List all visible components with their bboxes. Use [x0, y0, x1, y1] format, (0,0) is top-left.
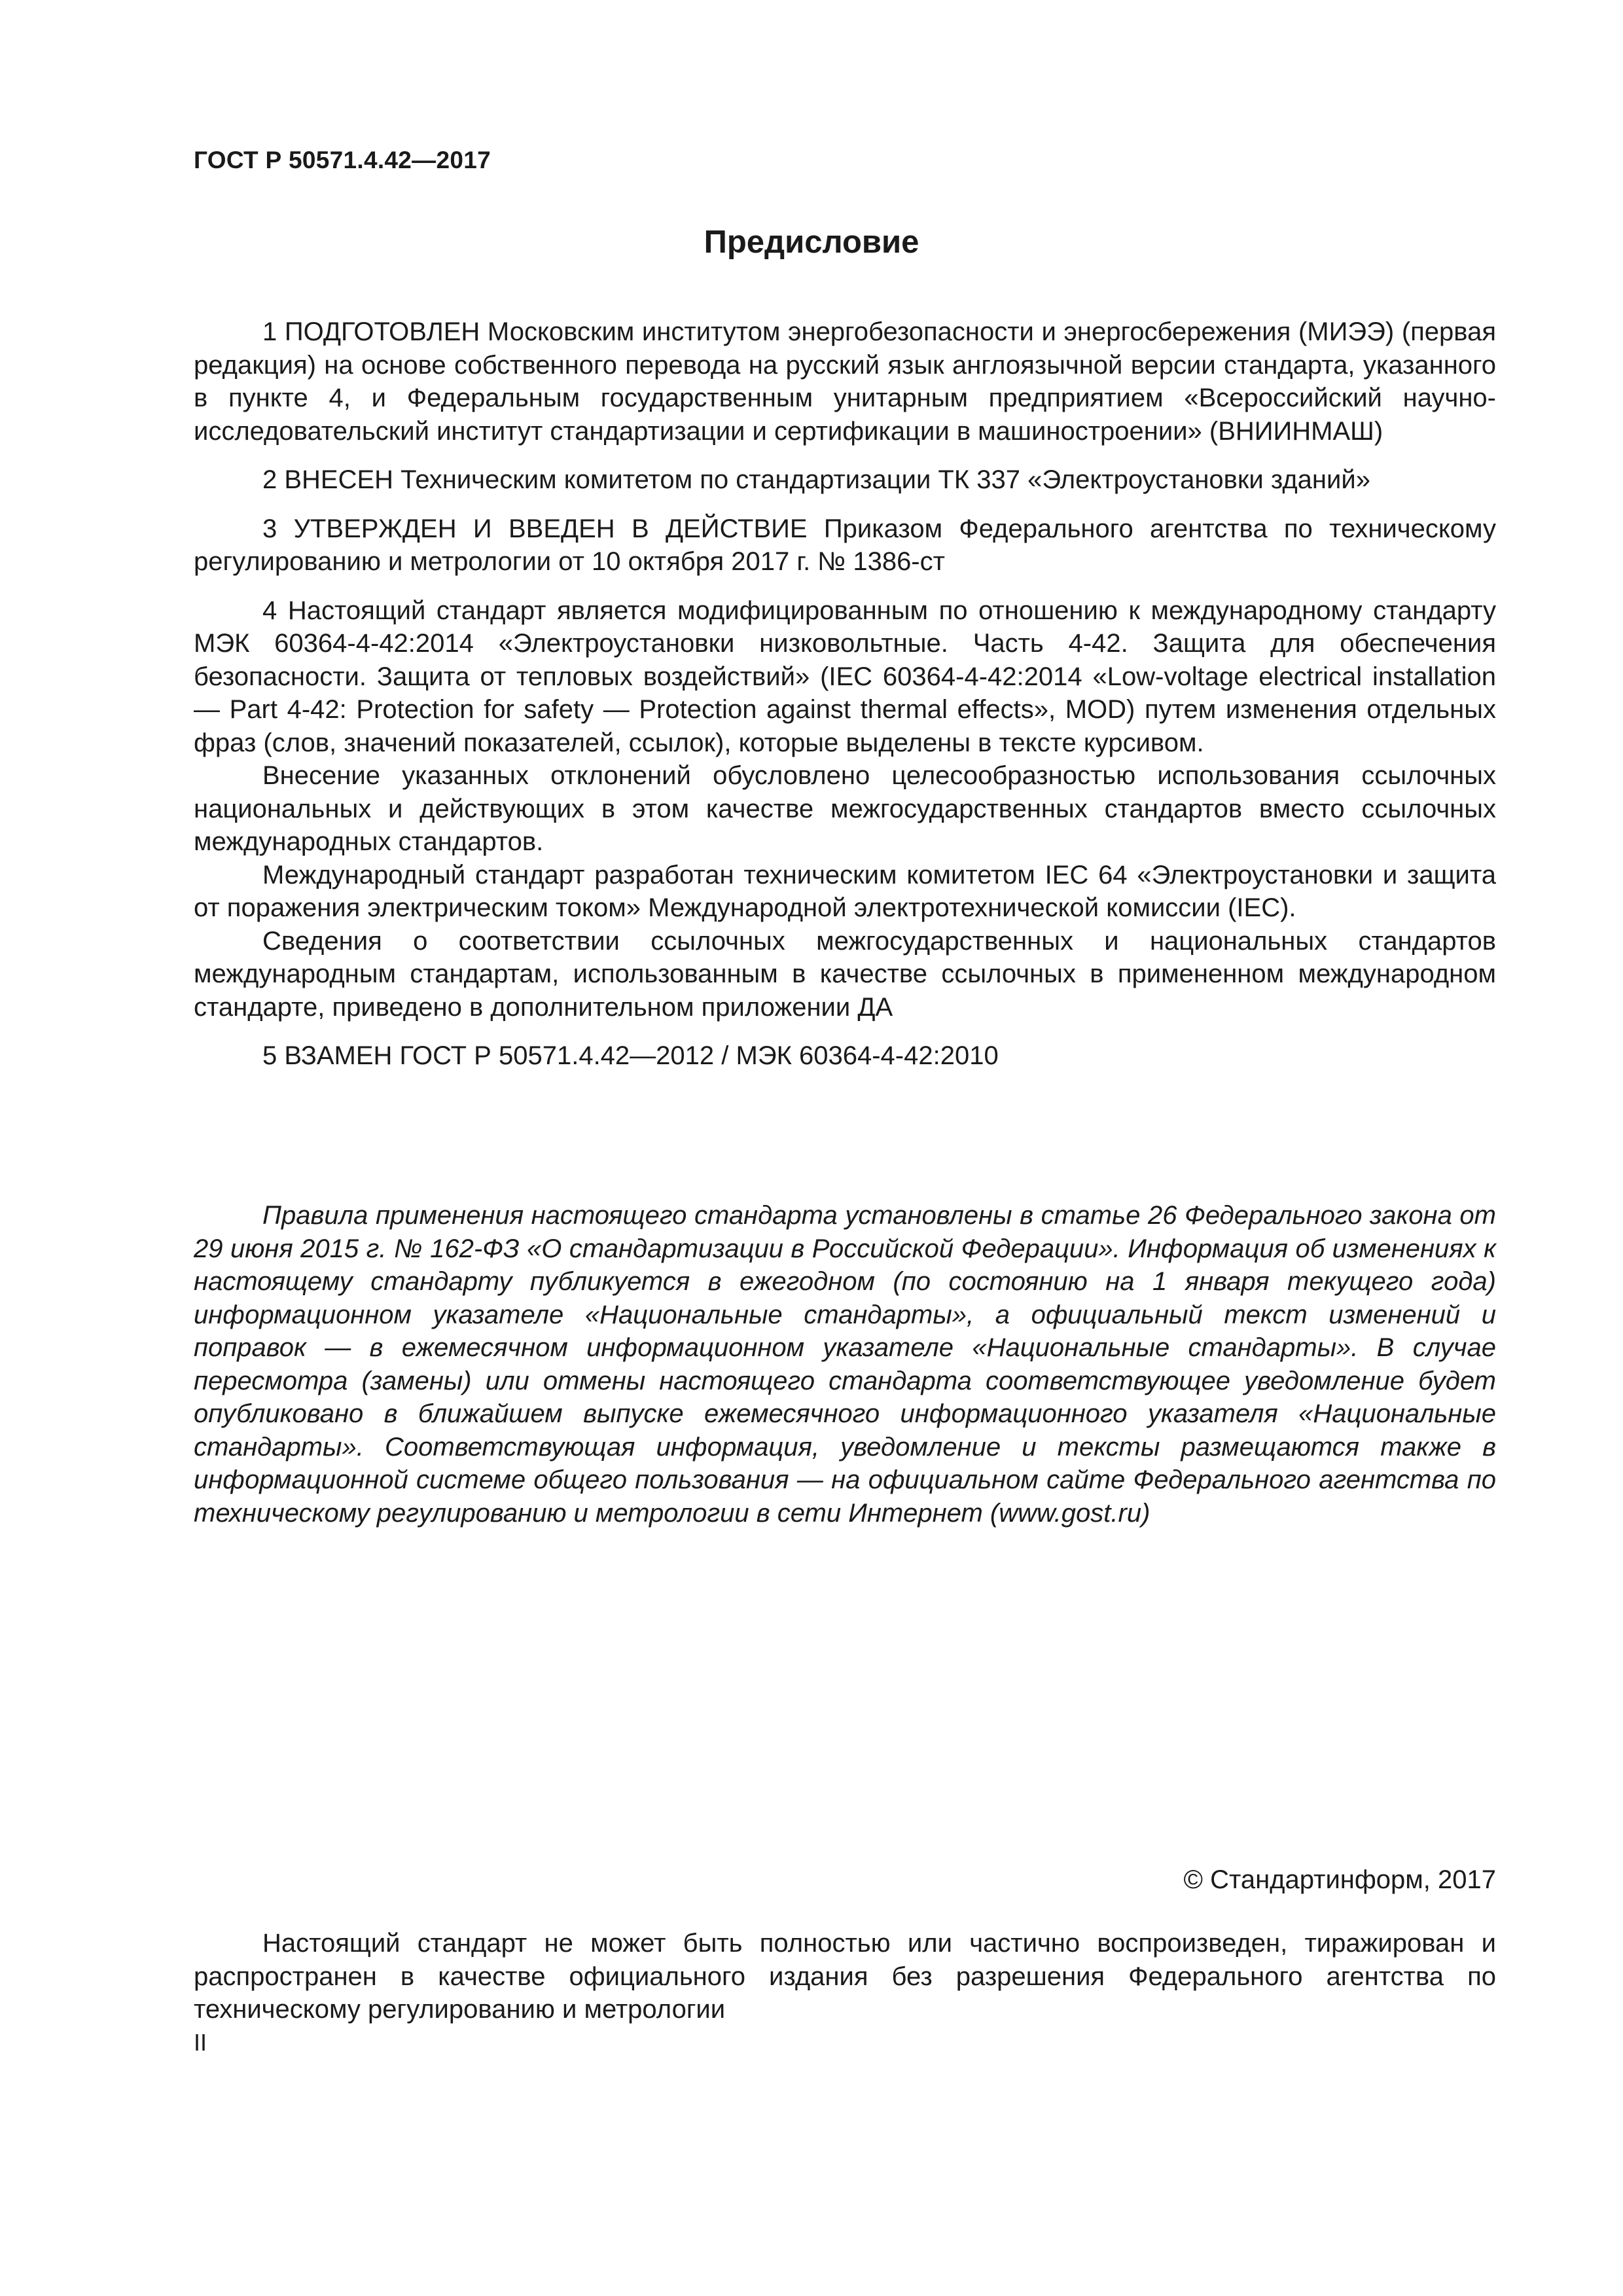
paragraph-modified-standard: 4 Настоящий стандарт является модифицированным по отношению к международному стандарту МЭК 60364-4-42:2014 «Электроустановки низковольтные. Часть 4-42. Защита для обеспечения безопасности. Защита от тепловых воздействий» (IEC 60364-4-42:2014 «Low-voltage electrical installation — Part 4-42: Protection for safety — Protection against thermal effects», MOD) путем изменения отдельных фраз (слов, значений показателей, ссылок), которые выделены в тексте курсивом. — [194, 596, 1496, 757]
foreword-body — [194, 315, 1496, 1073]
paragraph-prepared: 1 ПОДГОТОВЛЕН Московским институтом энергобезопасности и энергосбережения (МИЭЭ) (первая редакция) на основе собственного перевода на русский язык англоязычной версии стандарта, указанного в пункте 4, и Федеральным государственным унитарным предприятием «Всероссийский научно-исследовательский институт стандартизации и сертификации в машиностроении» (ВНИИНМАШ) — [194, 317, 1496, 446]
paragraph-replaces: 5 ВЗАМЕН ГОСТ Р 50571.4.42—2012 / МЭК 60364-4-42:2010 — [262, 1041, 999, 1070]
paragraph-correspondence: Сведения о соответствии ссылочных межгосударственных и национальных стандартов международным стандартам, использованным в качестве ссылочных в примененном международном стандарте, приведено в дополнительном приложении ДА — [194, 926, 1496, 1022]
reproduction-rights — [194, 1927, 1496, 2026]
page-number: II — [194, 2029, 207, 2056]
paragraph-introduced: 2 ВНЕСЕН Техническим комитетом по стандартизации ТК 337 «Электроустановки зданий» — [262, 465, 1370, 494]
notice-text: Правила применения настоящего стандарта установлены в статье 26 Федерального закона от 29 июня 2015 г. № 162-ФЗ «О стандартизации в Российской Федерации». Информация об изменениях к настоящему стандарту публикуется в ежегодном (по состоянию на 1 января текущего года) информационном указателе «Национальные стандарты», а официальный текст изменений и поправок — в ежемесячном информационном указателе «Национальные стандарты». В случае пересмотра (замены) или отмены настоящего стандарта соответствующее уведомление будет опубликовано в ближайшем выпуске ежемесячного информационного указателя «Национальные стандарты». Соответствующая информация, уведомление и тексты размещаются также в информационной системе общего пользования — на официальном сайте Федерального агентства по техническому регулированию и метрологии в сети Интернет (www.gost.ru) — [194, 1201, 1496, 1528]
copyright-line: © Стандартинформ, 2017 — [1183, 1865, 1496, 1894]
paragraph-approved: 3 УТВЕРЖДЕН И ВВЕДЕН В ДЕЙСТВИЕ Приказом Федерального агентства по техническому регулированию и метрологии от 10 октября 2017 г. № 1386-ст — [194, 514, 1496, 576]
paragraph-deviations: Внесение указанных отклонений обусловлено целесообразностью использования ссылочных национальных и действующих в этом качестве межгосударственных стандартов вместо ссылочных международных стандартов. — [194, 761, 1496, 856]
application-rules-notice — [194, 1199, 1496, 1530]
paragraph-developed-by: Международный стандарт разработан техническим комитетом IEC 64 «Электроустановки и защита от поражения электрическим током» Международной электротехнической комиссии (IEC). — [194, 860, 1496, 922]
rights-text: Настоящий стандарт не может быть полностью или частично воспроизведен, тиражирован и распространен в качестве официального издания без разрешения Федерального агентства по техническому регулированию и метрологии — [194, 1929, 1496, 2024]
page-title: Предисловие — [704, 224, 919, 260]
document-code: ГОСТ Р 50571.4.42—2017 — [194, 147, 491, 173]
